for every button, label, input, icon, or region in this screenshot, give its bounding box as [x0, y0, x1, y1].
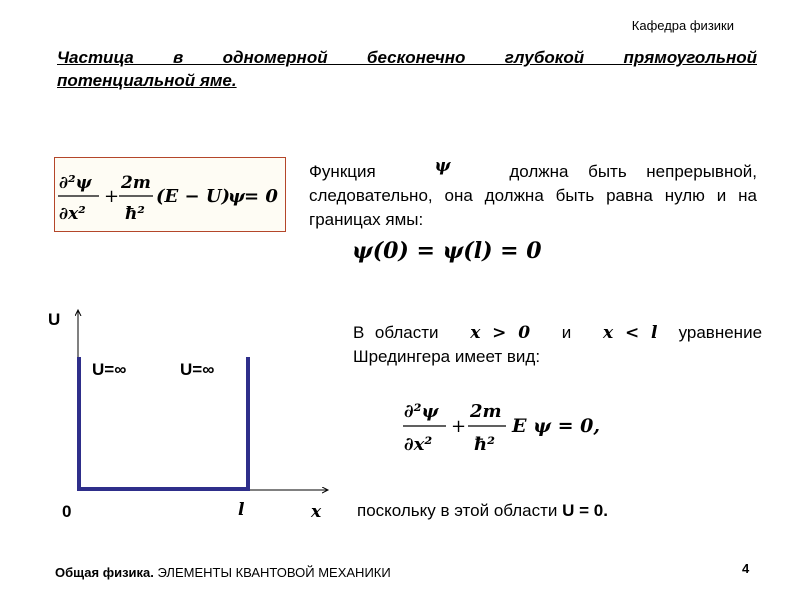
eq2-numerator-2: 2m	[470, 401, 502, 422]
boundary-condition: ψ(0) = ψ(l) = 0	[352, 238, 542, 264]
department-name: Кафедра физики	[631, 18, 734, 33]
origin-label: 0	[62, 502, 72, 521]
eq1-numerator-2: 2m	[121, 173, 151, 193]
wall-position-label: l	[238, 500, 245, 520]
eq1-equals-zero: = 0	[244, 186, 278, 207]
eq1-psi: ψ	[228, 186, 245, 207]
schrodinger-equation-inside	[400, 390, 630, 462]
eq2-plus: +	[451, 416, 467, 437]
eq2-numerator-1: ∂²ψ	[404, 401, 439, 422]
footer-section: ЭЛЕМЕНТЫ КВАНТОВОЙ МЕХАНИКИ	[157, 565, 391, 580]
eq1-denominator-1: ∂x²	[59, 204, 86, 224]
slide-title	[57, 46, 757, 92]
p3-text-a: поскольку в этой области	[357, 501, 558, 520]
p1-text-b: должна быть непрерывной, следовательно, она должна быть равна нулю и на границах ямы:	[309, 162, 758, 229]
p2-and: и	[561, 323, 572, 342]
eq1-energy-term: (E − U)	[156, 186, 231, 207]
right-wall-potential: U=∞	[180, 360, 215, 379]
p2-text-b: уравнение Шредингера имеет вид:	[353, 323, 763, 366]
x-axis-label: x	[311, 502, 322, 522]
p2-text-a: В области	[353, 323, 439, 342]
slide-title-line2: потенциальной яме.	[57, 71, 237, 90]
p2-condition-2: x < l	[603, 323, 658, 343]
footer-course: Общая физика.	[55, 565, 154, 580]
eq2-rest: E ψ = 0,	[512, 415, 600, 437]
left-wall-potential: U=∞	[92, 360, 127, 379]
footer	[55, 565, 391, 580]
slide-title-line1: Частица в одномерной бесконечно глубокой прямоугольной	[57, 48, 757, 67]
page-number: 4	[742, 561, 750, 576]
continuity-paragraph	[309, 156, 758, 232]
schrodinger-equation-full	[55, 158, 285, 231]
zero-potential-note	[357, 499, 777, 523]
y-axis-label: U	[48, 310, 61, 329]
p1-text-a: Функция	[309, 162, 376, 181]
potential-well-diagram	[40, 300, 340, 530]
eq2-denominator-1: ∂x²	[404, 434, 433, 455]
eq1-numerator-1: ∂²ψ	[59, 173, 92, 193]
p1-psi: ψ	[434, 156, 451, 176]
eq1-plus: +	[104, 186, 120, 207]
p2-condition-1: x > 0	[470, 323, 531, 343]
eq2-denominator-2: ħ²	[474, 434, 495, 455]
p3-condition: U = 0.	[562, 501, 608, 520]
eq1-denominator-2: ħ²	[125, 204, 145, 224]
region-paragraph	[353, 321, 762, 369]
schrodinger-equation-box	[54, 157, 286, 232]
